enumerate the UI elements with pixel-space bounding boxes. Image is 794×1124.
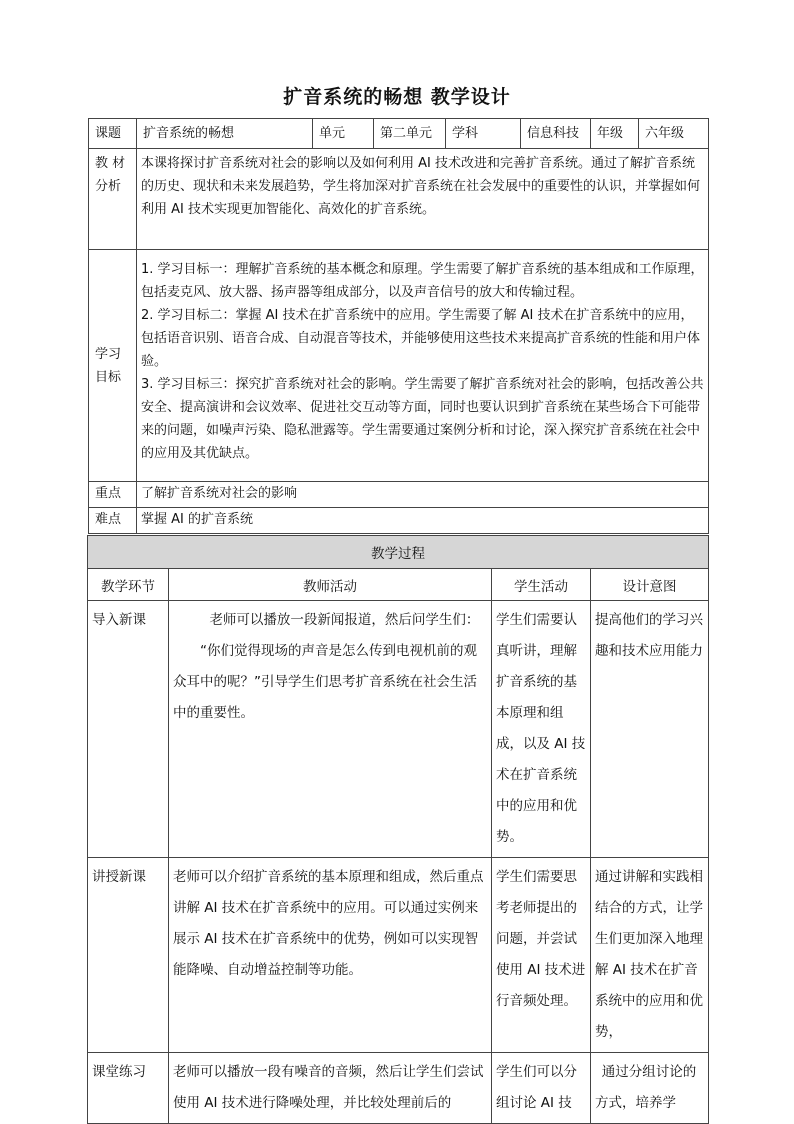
difficulty-label: 难点	[95, 512, 122, 527]
subject-value: 信息科技	[527, 126, 580, 141]
teacher-cell: 老师可以播放一段新闻报道，然后问学生们： “你们觉得现场的声音是怎么传到电视机前的观众耳中的呢？”引导学生们思考扩音系统在社会生活中的重要性。	[173, 612, 480, 721]
analysis-label: 教 材 分析	[95, 156, 126, 194]
key-point-text: 了解扩音系统对社会的影响	[141, 486, 298, 501]
analysis-text: 本课将探讨扩音系统对社会的影响以及如何利用 AI 技术改进和完善扩音系统。通过了解扩音系统的历史、现状和未来发展趋势，学生将加深对扩音系统在社会发展中的重要性的认识，并掌握如何利用 AI 技术实现更加智能化、高效化的扩音系统。	[141, 156, 701, 217]
stage-cell: 导入新课	[92, 612, 146, 628]
col-teacher: 教师活动	[303, 578, 357, 595]
process-title: 教学过程	[371, 546, 425, 562]
course-value: 扩音系统的畅想	[143, 126, 235, 141]
student-cell: 学生们可以分组讨论 AI 技	[496, 1064, 577, 1111]
unit-label: 单元	[319, 126, 346, 141]
col-intent: 设计意图	[622, 578, 677, 595]
teacher-cell: 老师可以播放一段有噪音的音频，然后让学生们尝试使用 AI 技术进行降噪处理，并比较处理前后的	[173, 1064, 484, 1111]
student-cell: 学生们需要思考老师提出的问题，并尝试使用 AI 技术进行音频处理。	[496, 869, 586, 1009]
intent-cell: 通过讲解和实践相结合的方式，让学生们更加深入地理解 AI 技术在扩音系统中的应用和优势，	[595, 869, 703, 1040]
col-stage: 教学环节	[101, 578, 155, 595]
goal-item: 3. 学习目标三：探究扩音系统对社会的影响。学生需要了解扩音系统对社会的影响，包括改善公共安全、提高演讲和会议效率、促进社交互动等方面，同时也要认识到扩音系统在某些场合下可能带来的问题，如噪声污染、隐私泄露等。学生需要通过案例分析和讨论，深入探究扩音系统在社会中的应用及其优缺点。	[141, 377, 704, 461]
goal-item: 1. 学习目标一：理解扩音系统的基本概念和原理。学生需要了解扩音系统的基本组成和工作原理，包括麦克风、放大器、扬声器等组成部分，以及声音信号的放大和传输过程。	[141, 262, 704, 300]
intent-cell: 提高他们的学习兴趣和技术应用能力	[595, 612, 703, 659]
unit-value: 第二单元	[380, 126, 433, 141]
key-point-label: 重点	[95, 486, 122, 501]
student-cell: 学生们需要认真听讲，理解扩音系统的基本原理和组成，以及 AI 技术在扩音系统中的应用和优势。	[496, 612, 586, 845]
stage-cell: 课堂练习	[92, 1064, 146, 1080]
lesson-info-table	[88, 118, 709, 534]
course-label: 课题	[95, 126, 122, 141]
goal-item: 2. 学习目标二：掌握 AI 技术在扩音系统中的应用。学生需要了解 AI 技术在扩音系统中的应用，包括语音识别、语音合成、自动混音等技术，并能够使用这些技术来提高扩音系统的性能和用户体验。	[141, 308, 701, 369]
subject-label: 学科	[452, 126, 479, 141]
goals-list	[137, 250, 708, 468]
difficulty-text: 掌握 AI 的扩音系统	[141, 512, 253, 527]
grade-value: 六年级	[645, 126, 685, 141]
goals-label: 学习 目标	[95, 346, 122, 385]
process-table	[87, 535, 709, 1124]
intent-cell: 通过分组讨论的方式，培养学	[595, 1064, 697, 1111]
col-student: 学生活动	[514, 578, 568, 595]
teacher-cell: 老师可以介绍扩音系统的基本原理和组成，然后重点讲解 AI 技术在扩音系统中的应用。可以通过实例来展示 AI 技术在扩音系统中的优势，例如可以实现智能降噪、自动增益控制等功能。	[173, 869, 484, 978]
document-title: 扩音系统的畅想 教学设计	[283, 86, 511, 108]
grade-label: 年级	[597, 126, 624, 141]
stage-cell: 讲授新课	[92, 869, 146, 885]
